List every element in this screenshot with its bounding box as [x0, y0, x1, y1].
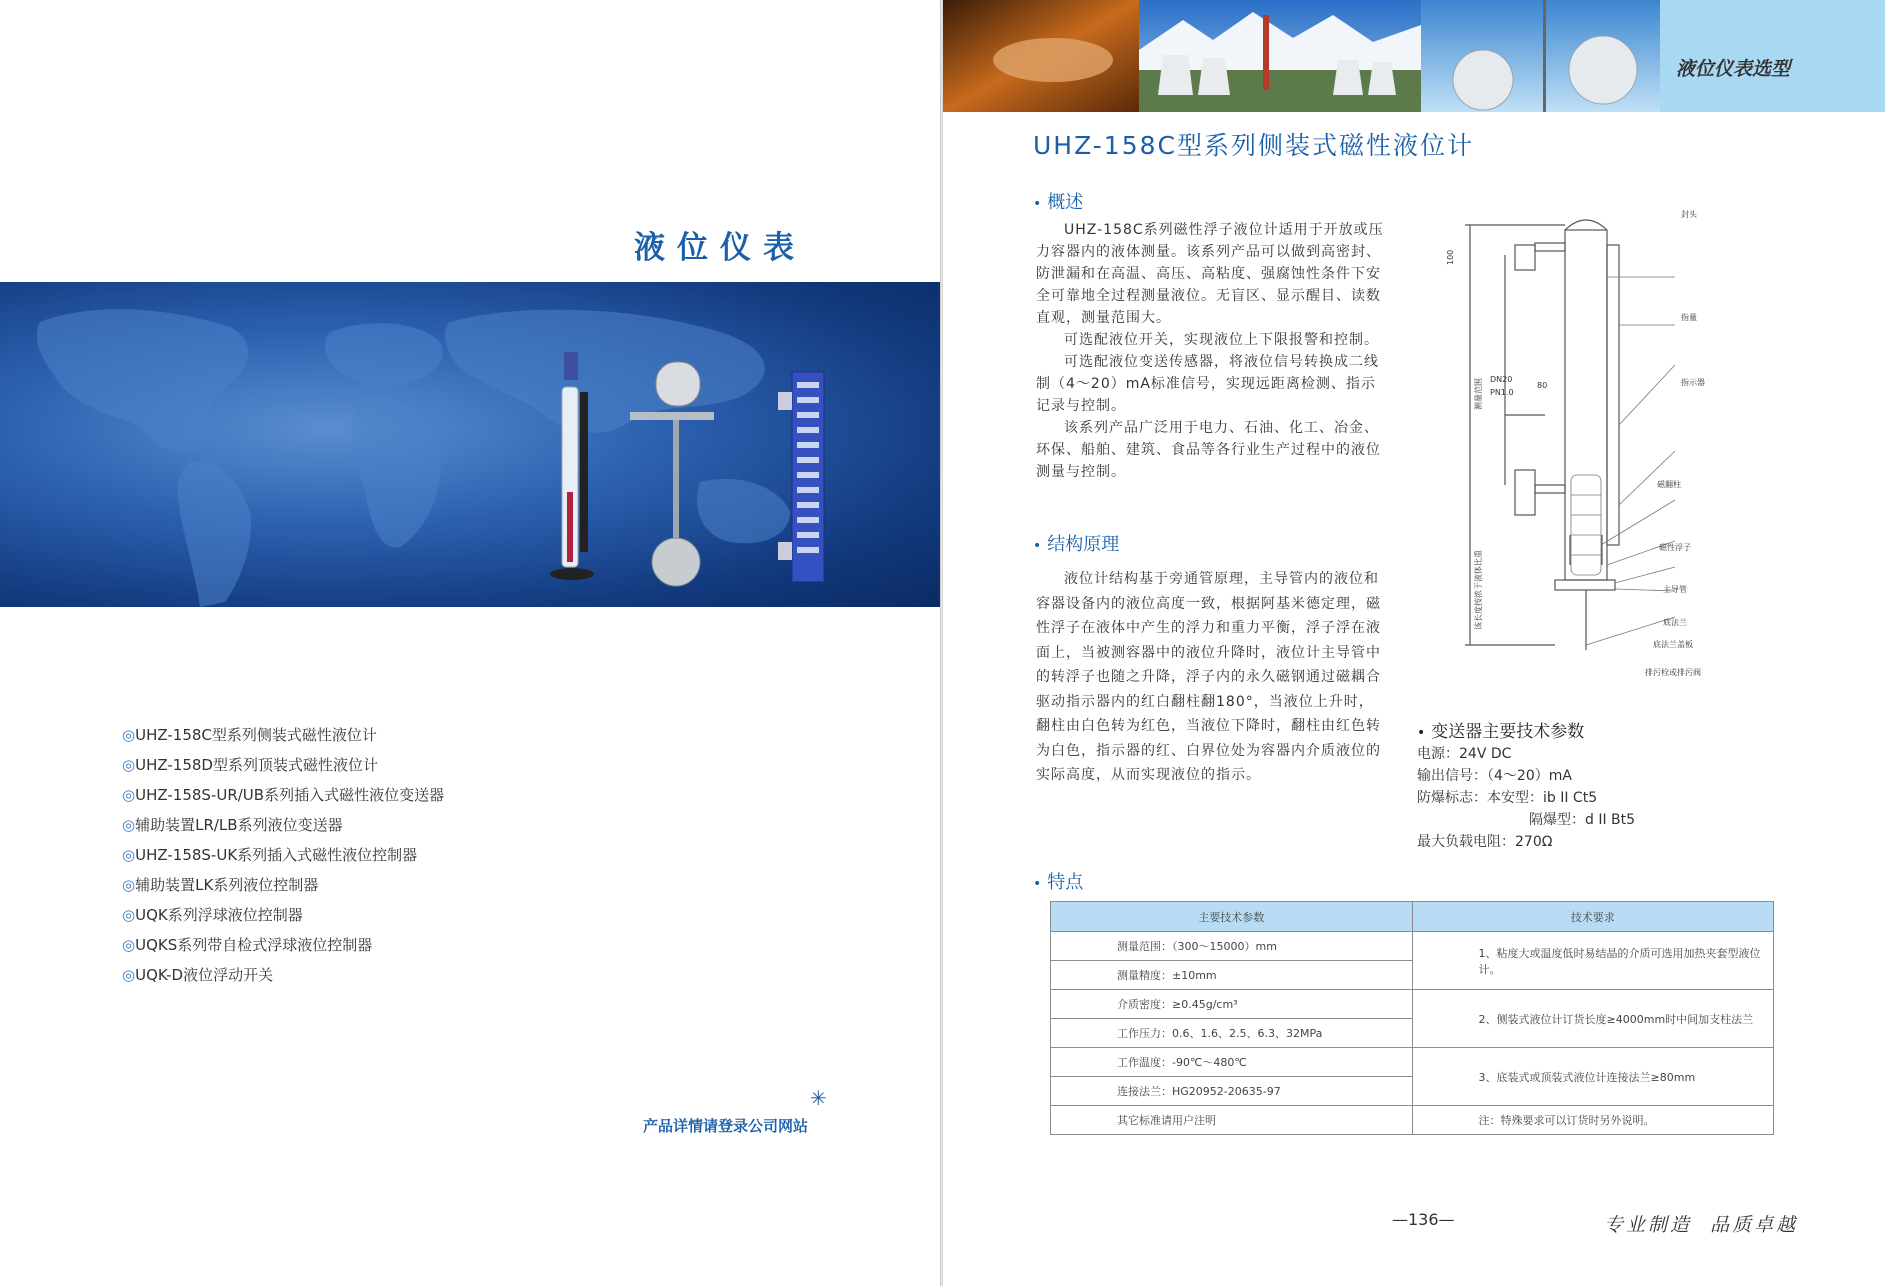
- page-number: —136—: [1392, 1210, 1455, 1229]
- overview-paragraph: 可选配液位变送传感器，将液位信号转换成二线制（4～20）mA标准信号，实现远距离检测、指示记录与控制。: [1036, 354, 1379, 414]
- overview-heading-label: 概述: [1047, 192, 1084, 213]
- param-cell: 测量范围：（300～15000）mm: [1051, 932, 1413, 961]
- requirement-cell: 注：特殊要求可以订货时另外说明。: [1412, 1106, 1773, 1135]
- list-marker: ◎: [122, 786, 136, 804]
- principle-heading-label: 结构原理: [1047, 534, 1120, 555]
- requirement-cell: 3、底装式或顶装式液位计连接法兰≥80mm: [1412, 1048, 1773, 1106]
- product-label: UHZ-158S-UR/UB系列插入式磁性液位变送器: [135, 786, 445, 804]
- header-tag: [1660, 0, 1885, 112]
- diagram-label-top-cap: 封头: [1681, 210, 1697, 219]
- spec-table: [1050, 901, 1774, 1135]
- product-label: UQK系列浮球液位控制器: [135, 906, 303, 924]
- diagram-label-float: 磁性浮子: [1659, 543, 1691, 552]
- product-label: UHZ-158D型系列顶装式磁性液位计: [135, 756, 378, 774]
- table-row: [1051, 1106, 1774, 1135]
- product-list: [122, 720, 444, 990]
- product-label: UQKS系列带自检式浮球液位控制器: [135, 936, 373, 954]
- diagram-label-range: 测量范围: [1474, 378, 1483, 410]
- diagram-label-bottom-flange: 底法兰: [1663, 618, 1687, 627]
- list-marker: ◎: [122, 726, 136, 744]
- principle-body: [1036, 567, 1386, 788]
- product-item[interactable]: [122, 750, 444, 780]
- product-label: UQK-D液位浮动开关: [135, 966, 274, 984]
- list-marker: ◎: [122, 756, 136, 774]
- diagram-label-flange-cover: 底法兰盖板: [1653, 640, 1693, 649]
- param-cell: 测量精度：±10mm: [1051, 961, 1413, 990]
- slogan: 专业制造 品质卓越: [1604, 1214, 1799, 1236]
- principle-heading: • 结构原理: [1033, 534, 1120, 555]
- instruments-photo: [540, 342, 870, 607]
- principle-paragraph: 液位计结构基于旁通管原理，主导管内的液位和容器设备内的液位高度一致，根据阿基米德定理，磁性浮子在液体中产生的浮力和重力平衡，浮子浮在液面上，当被测容器中的液位升降时，液位计主导管中的转浮子也随之升降，浮子内的永久磁钢通过磁耦合驱动指示器内的红白翻柱翻180°，当液位上升时，翻柱由白色转为红色，当液位下降时，翻柱由红色转为白色，指示器的红、白界位处为容器内介质液位的实际高度，从而实现液位的指示。: [1036, 571, 1381, 783]
- param-cell: 工作压力：0.6、1.6、2.5、6.3、32MPa: [1051, 1019, 1413, 1048]
- list-marker: ◎: [122, 816, 136, 834]
- header-photo-strip: [943, 0, 1660, 112]
- requirement-cell: 2、侧装式液位计订货长度≥4000mm时中间加支柱法兰: [1412, 990, 1773, 1048]
- diagram-label-flip: 磁翻柱: [1657, 480, 1681, 489]
- diagram-label-dn: DN20: [1490, 375, 1513, 384]
- list-marker: ◎: [122, 966, 136, 984]
- table-header: 主要技术参数: [1051, 902, 1413, 932]
- diagram-label-indicator: 指示器: [1681, 378, 1705, 387]
- list-marker: ◎: [122, 906, 136, 924]
- overview-heading: • 概述: [1033, 192, 1084, 213]
- features-heading: • 特点: [1033, 872, 1084, 893]
- transmitter-params: [1417, 743, 1635, 853]
- transmitter-heading: • 变送器主要技术参数: [1417, 722, 1585, 742]
- list-marker: ◎: [122, 876, 136, 894]
- diagram-label-drain: 排污栓或排污阀: [1645, 668, 1701, 677]
- list-marker: ◎: [122, 846, 136, 864]
- world-map-banner: [0, 282, 940, 607]
- document-title: UHZ-158C型系列侧装式磁性液位计: [1033, 131, 1474, 160]
- table-row: [1051, 932, 1774, 961]
- param-cell: 其它标准请用户注明: [1051, 1106, 1413, 1135]
- transmitter-heading-label: 变送器主要技术参数: [1431, 722, 1585, 742]
- param-cell: 连接法兰：HG20952-20635-97: [1051, 1077, 1413, 1106]
- product-label: 辅助装置LR/LB系列液位变送器: [135, 816, 343, 834]
- features-heading-label: 特点: [1047, 872, 1084, 893]
- product-label: 辅助装置LK系列液位控制器: [135, 876, 319, 894]
- product-item[interactable]: [122, 780, 444, 810]
- product-label: UHZ-158S-UK系列插入式磁性液位控制器: [135, 846, 418, 864]
- param-cell: 介质密度：≥0.45g/cm³: [1051, 990, 1413, 1019]
- diagram-label-pointer: 指量: [1681, 313, 1697, 322]
- product-item[interactable]: [122, 840, 444, 870]
- diagram-label-100: 100: [1446, 249, 1455, 265]
- requirement-cell: 1、粘度大或温度低时易结晶的介质可选用加热夹套型液位计。: [1412, 932, 1773, 990]
- param-line: 输出信号：（4～20）mA: [1417, 768, 1572, 784]
- overview-paragraph: 可选配液位开关，实现液位上下限报警和控制。: [1064, 332, 1379, 348]
- param-cell: 工作温度：-90℃～480℃: [1051, 1048, 1413, 1077]
- header-photos: [943, 0, 1660, 112]
- product-item[interactable]: [122, 720, 444, 750]
- list-marker: ◎: [122, 936, 136, 954]
- param-line: 最大负载电阻：270Ω: [1417, 834, 1553, 850]
- diagram-label-80: 80: [1537, 381, 1548, 390]
- table-row: [1051, 1048, 1774, 1077]
- param-line: 防爆标志：本安型：ib II Ct5: [1417, 790, 1598, 806]
- overview-body: [1036, 219, 1386, 483]
- table-header-row: [1051, 902, 1774, 932]
- param-line: 隔爆型：d II Bt5: [1529, 812, 1636, 828]
- product-item[interactable]: [122, 900, 444, 930]
- table-header: 技术要求: [1412, 902, 1773, 932]
- diagram-label-main-tube: 主导管: [1663, 585, 1687, 594]
- website-note[interactable]: 产品详情请登录公司网站: [643, 1117, 809, 1135]
- product-label: UHZ-158C型系列侧装式磁性液位计: [135, 726, 377, 744]
- diagram-label-h-side: 该长度按浓于液体比重: [1474, 550, 1483, 630]
- overview-paragraph: 该系列产品广泛用于电力、石油、化工、冶金、环保、船舶、建筑、食品等各行业生产过程中的液位测量与控制。: [1036, 420, 1381, 480]
- overview-paragraph: UHZ-158C系列磁性浮子液位计适用于开放或压力容器内的液体测量。该系列产品可以做到高密封、防泄漏和在高温、高压、高粘度、强腐蚀性条件下安全可靠地全过程测量液位。无盲区、显示醒目、读数直观，测量范围大。: [1036, 222, 1384, 326]
- param-line: 电源：24V DC: [1417, 746, 1512, 762]
- star-icon: ✳: [810, 1086, 827, 1110]
- technical-diagram: [1445, 205, 1765, 685]
- diagram-label-pn: PN1.0: [1490, 388, 1514, 397]
- product-item[interactable]: [122, 870, 444, 900]
- product-item[interactable]: [122, 930, 444, 960]
- table-row: [1051, 990, 1774, 1019]
- header-tag-label: 液位仪表选型: [1676, 58, 1791, 80]
- product-item[interactable]: [122, 960, 444, 990]
- left-page: [0, 0, 940, 1286]
- section-title: 液位仪表: [634, 230, 806, 266]
- product-item[interactable]: [122, 810, 444, 840]
